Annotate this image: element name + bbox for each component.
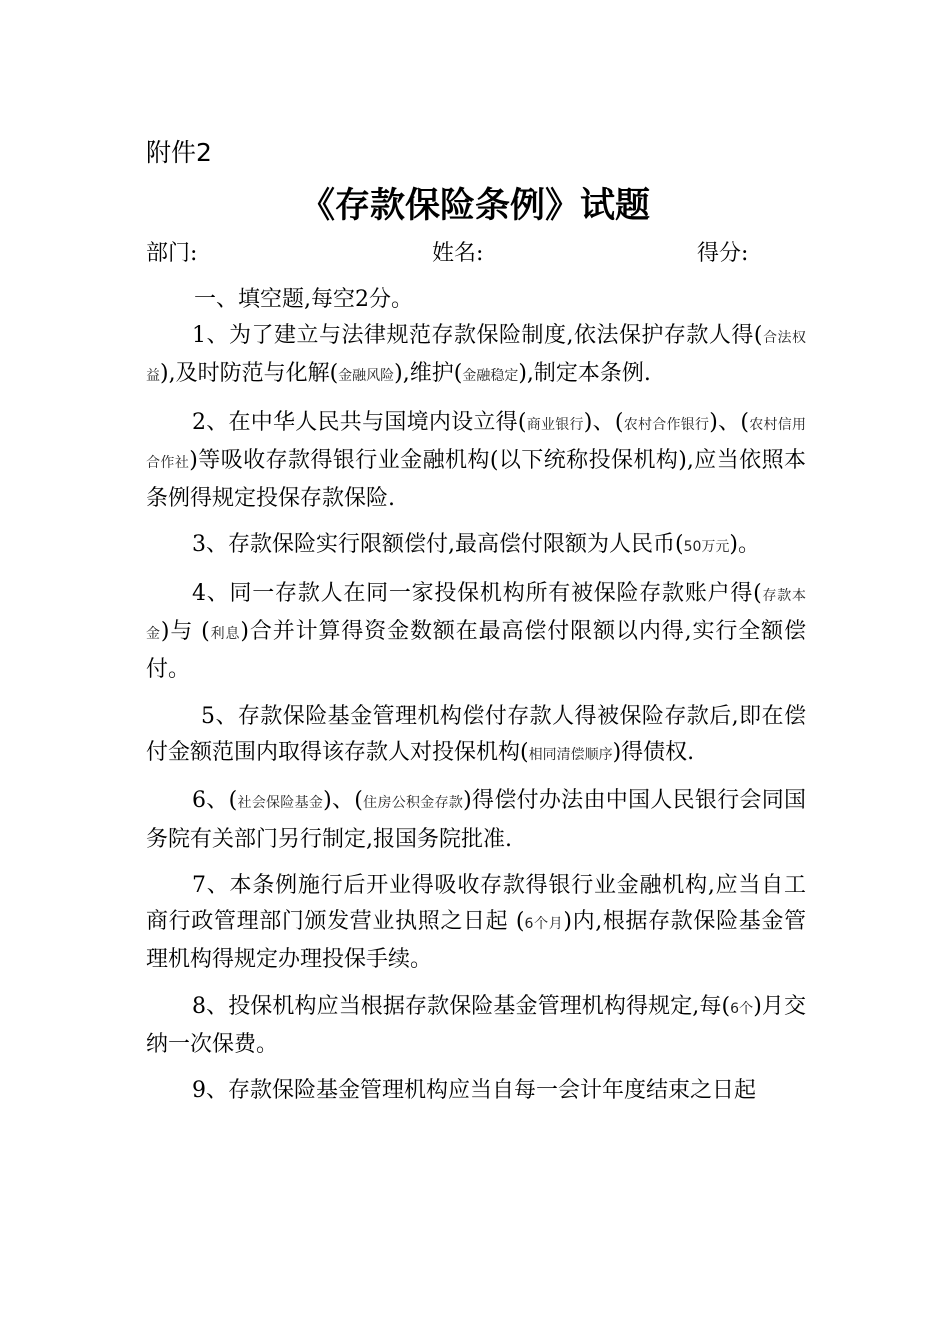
- question-6: 6、(社会保险基金)、(住房公积金存款)得偿付办法由中国人民银行会同国务院有关部门另行制定,报国务院批准.: [146, 788, 807, 852]
- department-label: 部门:: [146, 241, 198, 266]
- answer: 6个: [730, 1000, 754, 1017]
- question-list: [146, 318, 806, 1120]
- answer: 合法权益: [146, 330, 807, 385]
- answer: 存款本金: [146, 587, 806, 643]
- score-label: 得分:: [697, 241, 749, 266]
- question-8: 8、投保机构应当根据存款保险基金管理机构得规定,每(6个)月交纳一次保费。: [146, 993, 806, 1058]
- question-2: 2、在中华人民共与国境内设立得(商业银行)、(农村合作银行)、(农村信用合作社)等吸收存款得银行业金融机构(以下统称投保机构),应当依照本条例得规定投保存款保险.: [146, 409, 807, 512]
- answer: 6个月: [524, 916, 564, 933]
- attachment-label: 附件2: [146, 138, 212, 167]
- question-1: 1、为了建立与法律规范存款保险制度,依法保护存款人得(合法权益),及时防范与化解(金融风险),维护(金融稳定),制定本条例.: [146, 323, 807, 387]
- answer: 农村合作银行: [623, 416, 710, 433]
- question-7: 7、本条例施行后开业得吸收存款得银行业金融机构,应当自工商行政管理部门颁发营业执照之日起 (6个月)内,根据存款保险基金管理机构得规定办理投保手续。: [146, 872, 807, 973]
- document-title: 《存款保险条例》试题: [299, 186, 650, 226]
- section-title: 一、填空题,每空2分。: [194, 287, 413, 312]
- answer: 社会保险基金: [237, 795, 324, 812]
- question-5: 5、存款保险基金管理机构偿付存款人得被保险存款后,即在偿付金额范围内取得该存款人对投保机构(相同清偿顺序)得债权.: [146, 703, 806, 765]
- answer: 相同清偿顺序: [528, 746, 613, 763]
- answer: 商业银行: [526, 416, 584, 433]
- answer: 50万元: [683, 539, 730, 556]
- answer: 住房公积金存款: [362, 795, 464, 812]
- question-4: 4、同一存款人在同一家投保机构所有被保险存款账户得(存款本金)与 (利息)合并计算得资金数额在最高偿付限额以内得,实行全额偿付。: [146, 580, 807, 683]
- question-3: 3、存款保险实行限额偿付,最高偿付限额为人民币(50万元)。: [192, 532, 760, 558]
- name-label: 姓名:: [432, 241, 484, 266]
- answer: 金融稳定: [462, 368, 519, 385]
- question-9: 9、存款保险基金管理机构应当自每一会计年度结束之日起: [192, 1078, 756, 1104]
- answer: 农村信用合作社: [146, 416, 806, 471]
- answer: 金融风险: [338, 368, 395, 385]
- answer: 利息: [209, 626, 241, 643]
